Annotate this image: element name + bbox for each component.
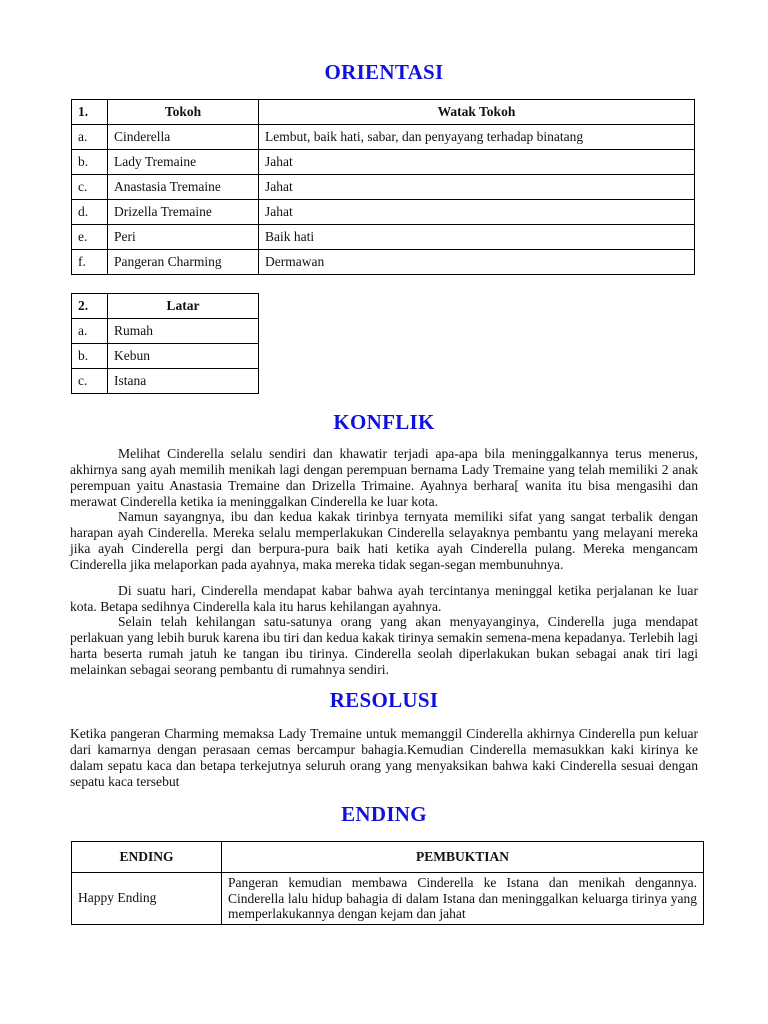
column-header-latar: Latar (108, 294, 259, 319)
table-row (72, 125, 695, 150)
row-number: e. (72, 225, 108, 250)
latar-cell: Kebun (108, 344, 259, 369)
pembuktian-cell: Pangeran kemudian membawa Cinderella ke Istana dan menikah dengannya. Cinderella lalu hidup bahagia di dalam Istana dan meninggalkan keluarga tirinya yang memperlakukannya dengan kejam dan jahat (222, 873, 704, 925)
row-number: c. (72, 175, 108, 200)
row-number: d. (72, 200, 108, 225)
latar-cell: Istana (108, 369, 259, 394)
konflik-paragraph-4: Selain telah kehilangan satu-satunya orang yang akan menyayanginya, Cinderella juga mendapat perlakuan yang lebih buruk karena ibu tiri dan kedua kakak tirinya semakin semena-mena kepadanya. Terlebih lagi harta beserta rumah jatuh ke tangan ibu tirinya. Cinderella seolah diperlakukan bukan sebagai anak tiri lagi melainkan sebagai seorang pembantu di rumahnya sendiri. (70, 614, 698, 677)
tokoh-cell: Lady Tremaine (108, 150, 259, 175)
table-row (72, 175, 695, 200)
ending-table (71, 841, 704, 925)
table-row (72, 319, 259, 344)
latar-table (71, 293, 259, 394)
column-header-number: 2. (72, 294, 108, 319)
table-row (72, 225, 695, 250)
watak-cell: Jahat (259, 150, 695, 175)
table-row (72, 873, 704, 925)
watak-cell: Dermawan (259, 250, 695, 275)
ending-heading: ENDING (341, 802, 427, 826)
row-number: a. (72, 319, 108, 344)
tokoh-cell: Cinderella (108, 125, 259, 150)
orientasi-heading: ORIENTASI (324, 60, 444, 84)
konflik-paragraph-2: Namun sayangnya, ibu dan kedua kakak tirinbya ternyata memiliki sifat yang sangat terbalik dengan harapan ayah Cinderella. Mereka selalu memperlakukan Cinderella selayaknya pembantu yang melayani mereka jika ayah Cinderella pergi dan berpura-pura baik hati ketika ayah Cinderella pulang. Mereka mengancam Cinderella jika melaporkan pada ayahnya, maka mereka tidak segan-segan membunuhnya. (70, 509, 698, 572)
tokoh-cell: Pangeran Charming (108, 250, 259, 275)
column-header-tokoh: Tokoh (108, 100, 259, 125)
row-number: f. (72, 250, 108, 275)
table-header-row (72, 294, 259, 319)
table-row (72, 150, 695, 175)
column-header-number: 1. (72, 100, 108, 125)
latar-cell: Rumah (108, 319, 259, 344)
tokoh-table (71, 99, 695, 275)
column-header-pembuktian: PEMBUKTIAN (222, 842, 704, 873)
konflik-heading: KONFLIK (333, 410, 435, 434)
row-number: b. (72, 344, 108, 369)
watak-cell: Jahat (259, 175, 695, 200)
table-row (72, 250, 695, 275)
konflik-paragraph-1: Melihat Cinderella selalu sendiri dan khawatir terjadi apa-apa bila meninggalkannya terus menerus, akhirnya sang ayah memilih menikah lagi dengan perempuan bernama Lady Tremaine yang telah memiliki 2 anak perempuan yaitu Anastasia Tremaine dan Drizella Trimaine. Ayahnya berhara[ wanita itu bisa mengasihi dan merawat Cinderella ketika ia meninggalkan Cinderella ke luar kota. (70, 446, 698, 509)
tokoh-cell: Peri (108, 225, 259, 250)
table-header-row (72, 100, 695, 125)
ending-cell: Happy Ending (72, 873, 222, 925)
konflik-paragraph-3: Di suatu hari, Cinderella mendapat kabar bahwa ayah tercintanya meninggal ketika perjalanan ke luar kota. Betapa sedihnya Cinderella kala itu harus kehilangan ayahnya. (70, 583, 698, 614)
table-row (72, 369, 259, 394)
column-header-watak: Watak Tokoh (259, 100, 695, 125)
watak-cell: Baik hati (259, 225, 695, 250)
watak-cell: Jahat (259, 200, 695, 225)
table-header-row (72, 842, 704, 873)
row-number: a. (72, 125, 108, 150)
tokoh-cell: Drizella Tremaine (108, 200, 259, 225)
row-number: b. (72, 150, 108, 175)
table-row (72, 200, 695, 225)
resolusi-heading: RESOLUSI (329, 688, 439, 712)
resolusi-paragraph: Ketika pangeran Charming memaksa Lady Tremaine untuk memanggil Cinderella akhirnya Cinderella pun keluar dari kamarnya dengan perasaan cemas bercampur bahagia.Kemudian Cinderella memasukkan kaki kirinya ke dalam sepatu kaca dan betapa terkejutnya seluruh orang yang menyaksikan bahwa kaki Cinderella sesuai dengan sepatu kaca tersebut (70, 726, 698, 789)
column-header-ending: ENDING (72, 842, 222, 873)
row-number: c. (72, 369, 108, 394)
watak-cell: Lembut, baik hati, sabar, dan penyayang terhadap binatang (259, 125, 695, 150)
tokoh-cell: Anastasia Tremaine (108, 175, 259, 200)
table-row (72, 344, 259, 369)
